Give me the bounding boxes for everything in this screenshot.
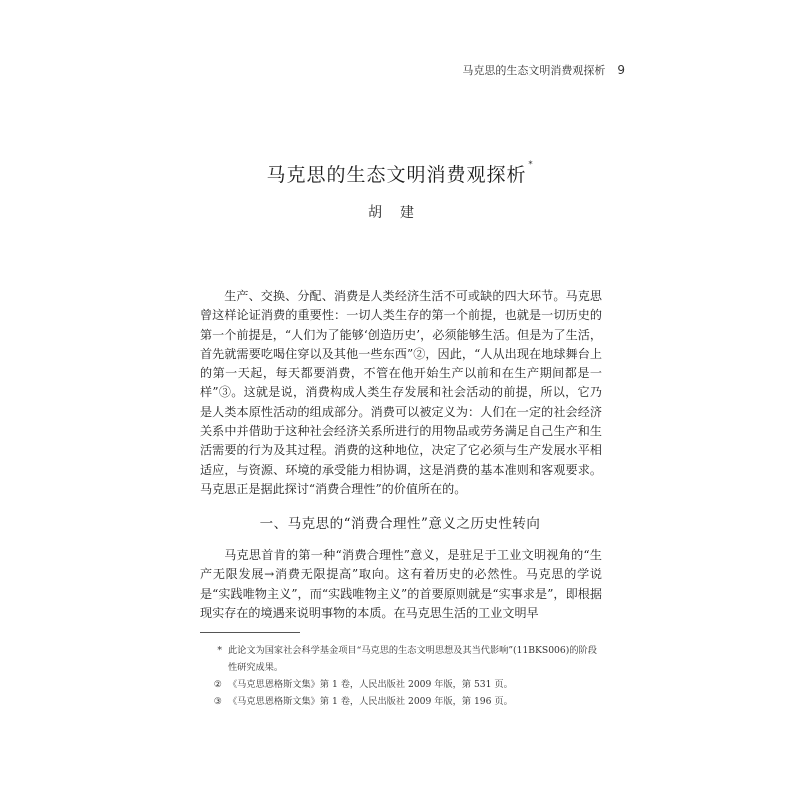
footnote-mark: * [217,645,222,656]
title-footnote-mark: * [528,160,534,169]
footnote-text: 《马克思恩格斯文集》第 1 卷，人民出版社 2009 年版，第 531 页。 [228,679,513,690]
footnote [200,676,602,693]
footnote-text: 《马克思恩格斯文集》第 1 卷，人民出版社 2009 年版，第 196 页。 [228,696,513,707]
footnote [200,642,602,676]
footnote-mark: ② [213,679,222,690]
paragraph-2: 马克思首肯的第一种“消费合理性”意义，是驻足于工业文明视角的“生产无限发展→消费无限提高”取向。这有着历史的必然性。马克思的学说是“实践唯物主义”，而“实践唯物主义”的首要原则就是“实事求是”，即根据现实存在的境遇来说明事物的本质。在马克思生活的工业文明早 [200,548,602,620]
footnotes [200,642,602,710]
paragraph-1: 生产、交换、分配、消费是人类经济生活不可或缺的四大环节。马克思曾这样论证消费的重要性：一切人类生存的第一个前提，也就是一切历史的第一个前提是，“人们为了能够‘创造历史’，必须能够生活。但是为了生活，首先就需要吃喝住穿以及其他一些东西”②，因此，“人从出现在地球舞台上的第一天起，每天都要消费，不管在他开始生产以前和在生产期间都是一样”③。这就是说，消费构成人类生存发展和社会活动的前提，所以，它乃是人类本原性活动的组成部分。消费可以被定义为：人们在一定的社会经济关系中并借助于这种社会经济关系所进行的用物品或劳务满足自己生产和生活需要的行为及其过程。消费的这种地位，决定了它必须与生产发展水平相适应，与资源、环境的承受能力相协调，这是消费的基本准则和客观要求。马克思正是据此探讨“消费合理性”的价值所在的。 [200,289,602,496]
page-number: 9 [617,63,625,77]
article-title [0,160,800,187]
author-name: 胡建 [368,205,432,221]
footnote-mark: ③ [213,696,222,707]
article-title-text: 马克思的生态文明消费观探析 [266,164,527,186]
running-head-title: 马克思的生态文明消费观探析 [462,64,606,77]
footnote-text: 此论文为国家社会科学基金项目“马克思的生态文明思想及其当代影响”(11BKS006)的阶段性研究成果。 [228,645,597,673]
running-head [200,62,625,78]
section-heading: 一、马克思的“消费合理性”意义之历史性转向 [259,516,541,532]
footnote [200,693,602,710]
footnote-divider [200,632,300,633]
